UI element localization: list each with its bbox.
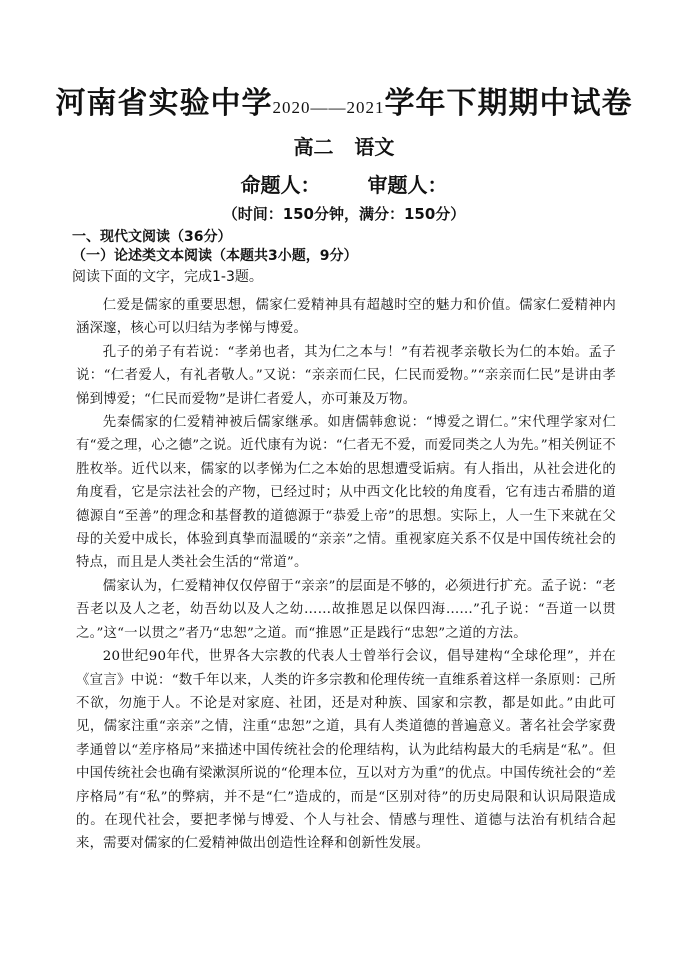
title-school: 河南省实验中学 xyxy=(55,86,273,121)
time-info: （时间：150分钟，满分：150分） xyxy=(222,205,466,223)
authors-line xyxy=(0,169,688,198)
title-term: 学年下期期中试卷 xyxy=(384,86,633,121)
passage-paragraph: 孔子的弟子有若说：“孝弟也者，其为仁之本与！”有若视孝亲敬长为仁的本始。孟子说：“仁者爱人，有礼者敬人。”又说：“亲亲而仁民，仁民而爱物。”“亲亲而仁民”是讲由孝悌到博爱；“仁民而爱物”是讲仁者爱人，亦可兼及万物。 xyxy=(76,344,616,407)
exam-subtitle: 高二 语文 xyxy=(293,135,395,159)
part1-heading: 一、现代文阅读（36分） xyxy=(72,229,232,245)
passage-body xyxy=(76,294,616,856)
passage-paragraph: 仁爱是儒家的重要思想，儒家仁爱精神具有超越时空的魅力和价值。儒家仁爱精神内涵深邃，核心可以归结为孝悌与博爱。 xyxy=(76,298,616,337)
author-label: 命题人： xyxy=(240,173,321,197)
title-years: 2020——2021 xyxy=(272,98,385,117)
passage-paragraph: 儒家认为，仁爱精神仅仅停留于“亲亲”的层面是不够的，必须进行扩充。孟子说：“老吾老以及人之老，幼吾幼以及人之幼……故推恩足以保四海……”孔子说：“吾道一以贯之。”这“一以贯之”者乃“忠恕”之道。而“推恩”正是践行“忠恕”之道的方法。 xyxy=(76,578,616,641)
exam-title xyxy=(0,78,688,122)
instruction-text: 阅读下面的文字，完成1-3题。 xyxy=(72,269,263,285)
passage-paragraph: 先秦儒家的仁爱精神被后儒家继承。如唐儒韩愈说：“博爱之谓仁。”宋代理学家对仁有“爱之理，心之德”之说。近代康有为说：“仁者无不爱，而爱同类之人为先。”相关例证不胜枚举。近代以来，儒家的以孝悌为仁之本始的思想遭受诟病。有人指出，从社会进化的角度看，它是宗法社会的产物，已经过时；从中西文化比较的角度看，它有违古希腊的道德源自“至善”的理念和基督教的道德源于“恭爱上帝”的思想。实际上，人一生下来就在父母的关爱中成长，体验到真挚而温暖的“亲亲”之情。重视家庭关系不仅是中国传统社会的特点，而且是人类社会生活的“常道”。 xyxy=(76,415,616,571)
reviewer-label: 审题人： xyxy=(367,173,448,197)
sub1-heading: （一）论述类文本阅读（本题共3小题，9分） xyxy=(72,248,358,264)
passage-paragraph: 20世纪90年代，世界各大宗教的代表人士曾举行会议，倡导建构“全球伦理”，并在《宣言》中说：“数千年以来，人类的许多宗教和伦理传统一直维系着这样一条原则：己所不欲，勿施于人。不论是对家庭、社团，还是对种族、国家和宗教，都是如此。”由此可见，儒家注重“亲亲”之情，注重“忠恕”之道，具有人类道德的普遍意义。著名社会学家费孝通曾以“差序格局”来描述中国传统社会的伦理结构，认为此结构最大的毛病是“私”。但中国传统社会也确有梁漱溟所说的“伦理本位，互以对方为重”的优点。中国传统社会的“差序格局”有“私”的弊病，并不是“仁”造成的，而是“区别对待”的历史局限和认识局限造成的。在现代社会，要把孝悌与博爱、个人与社会、情感与理性、道德与法治有机结合起来，需要对儒家的仁爱精神做出创造性诠释和创新性发展。 xyxy=(76,649,616,852)
